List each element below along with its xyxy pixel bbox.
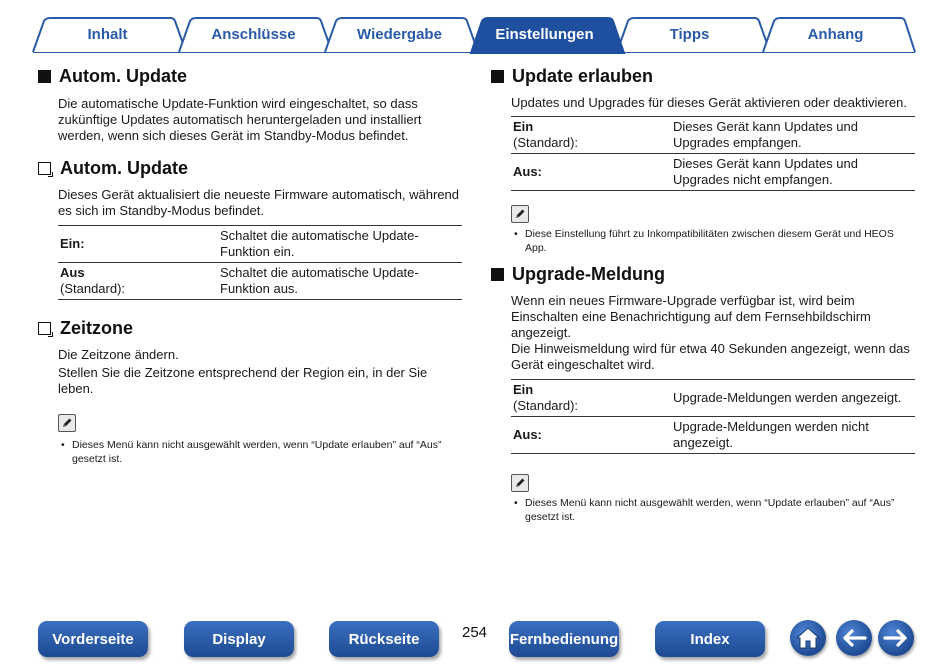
subsection-text: Dieses Gerät aktualisiert die neueste Firmware automatisch, während es sich im Standby-Modus befindet. (58, 187, 460, 218)
section-heading (491, 264, 915, 285)
pencil-note-icon (58, 414, 76, 432)
table-row (58, 263, 462, 300)
subsection-heading (38, 318, 463, 339)
note-text: • Diese Einstellung führt zu Inkompatibilitäten zwischen diesem Gerät und HEOS App. (511, 227, 915, 255)
section-text: Wenn ein neues Firmware-Upgrade verfügbar ist, wird beim Einschalten eine Benachrichtigung auf dem Fernsehbildschirm angezeigt. (511, 293, 871, 340)
outline-square-icon (38, 162, 51, 175)
tab-anhang[interactable]: Anhang (807, 25, 864, 43)
option-key: Aus (Standard): (58, 263, 218, 300)
option-value: Schaltet die automatische Update-Funktion ein. (218, 226, 462, 263)
section-heading (491, 66, 915, 87)
options-table (511, 116, 915, 191)
section-text: Die Hinweismeldung wird für etwa 40 Sekunden angezeigt, wenn das Gerät eingeschaltet wird. (511, 341, 910, 372)
rueckseite-button[interactable]: Rückseite (329, 621, 439, 657)
table-row (511, 417, 915, 454)
page-number: 254 (462, 624, 488, 641)
display-button[interactable]: Display (184, 621, 294, 657)
tab-tipps[interactable]: Tipps (669, 25, 710, 43)
section-heading (38, 66, 463, 87)
left-column (38, 66, 463, 466)
right-column (491, 66, 915, 524)
tab-wiedergabe[interactable]: Wiedergabe (357, 25, 442, 43)
note-block (511, 474, 915, 524)
option-value: Dieses Gerät kann Updates und Upgrades empfangen. (671, 117, 915, 154)
pencil-note-icon (511, 205, 529, 223)
fernbedienung-button[interactable]: Fernbedienung (509, 621, 619, 657)
note-block (511, 205, 915, 255)
note-text: • Dieses Menü kann nicht ausgewählt werden, wenn “Update erlauben” auf “Aus” gesetzt ist. (511, 496, 915, 524)
home-icon (795, 626, 821, 650)
forward-button[interactable] (878, 620, 914, 656)
table-row (58, 226, 462, 263)
subsection-text: Die Zeitzone ändern. (58, 347, 179, 362)
option-key: Aus: (511, 417, 671, 454)
table-row (511, 117, 915, 154)
tab-bar (0, 0, 950, 56)
table-row (511, 154, 915, 191)
back-button[interactable] (836, 620, 872, 656)
section-title: Autom. Update (59, 66, 187, 86)
section-title: Upgrade-Meldung (512, 264, 665, 284)
subsection-title: Autom. Update (60, 158, 188, 178)
option-key: Ein: (58, 226, 218, 263)
table-row (511, 380, 915, 417)
option-key: Ein (Standard): (511, 380, 671, 417)
section-text: Die automatische Update-Funktion wird eingeschaltet, so dass zukünftige Updates automatisch heruntergeladen und installiert werden, wenn sich dieses Gerät im Standby-Modus befindet. (58, 96, 422, 143)
note-text: • Dieses Menü kann nicht ausgewählt werden, wenn “Update erlauben” auf “Aus” gesetzt ist. (58, 438, 463, 466)
option-key: Ein (Standard): (511, 117, 671, 154)
note-block (58, 414, 463, 466)
pencil-note-icon (511, 474, 529, 492)
tab-einstellungen[interactable]: Einstellungen (495, 25, 594, 43)
tab-anschluesse[interactable]: Anschlüsse (211, 25, 296, 43)
outline-square-icon (38, 322, 51, 335)
tab-inhalt[interactable]: Inhalt (87, 25, 128, 43)
section-title: Update erlauben (512, 66, 654, 86)
section-text: Updates und Upgrades für dieses Gerät aktivieren oder deaktivieren. (511, 95, 907, 110)
subsection-text: Stellen Sie die Zeitzone entsprechend der Region ein, in der Sie leben. (58, 365, 428, 396)
filled-square-icon (491, 70, 504, 83)
index-button[interactable]: Index (655, 621, 765, 657)
option-value: Upgrade-Meldungen werden nicht angezeigt. (671, 417, 915, 454)
back-arrow-icon (841, 628, 867, 648)
options-table (511, 379, 915, 454)
option-value: Upgrade-Meldungen werden angezeigt. (671, 380, 915, 417)
forward-arrow-icon (883, 628, 909, 648)
filled-square-icon (38, 70, 51, 83)
option-key: Aus: (511, 154, 671, 191)
vorderseite-button[interactable]: Vorderseite (38, 621, 148, 657)
option-value: Schaltet die automatische Update-Funktion aus. (218, 263, 462, 300)
filled-square-icon (491, 268, 504, 281)
subsection-title: Zeitzone (60, 318, 134, 338)
option-value: Dieses Gerät kann Updates und Upgrades nicht empfangen. (671, 154, 915, 191)
subsection-heading (38, 158, 463, 179)
home-button[interactable] (790, 620, 826, 656)
options-table (58, 225, 462, 300)
